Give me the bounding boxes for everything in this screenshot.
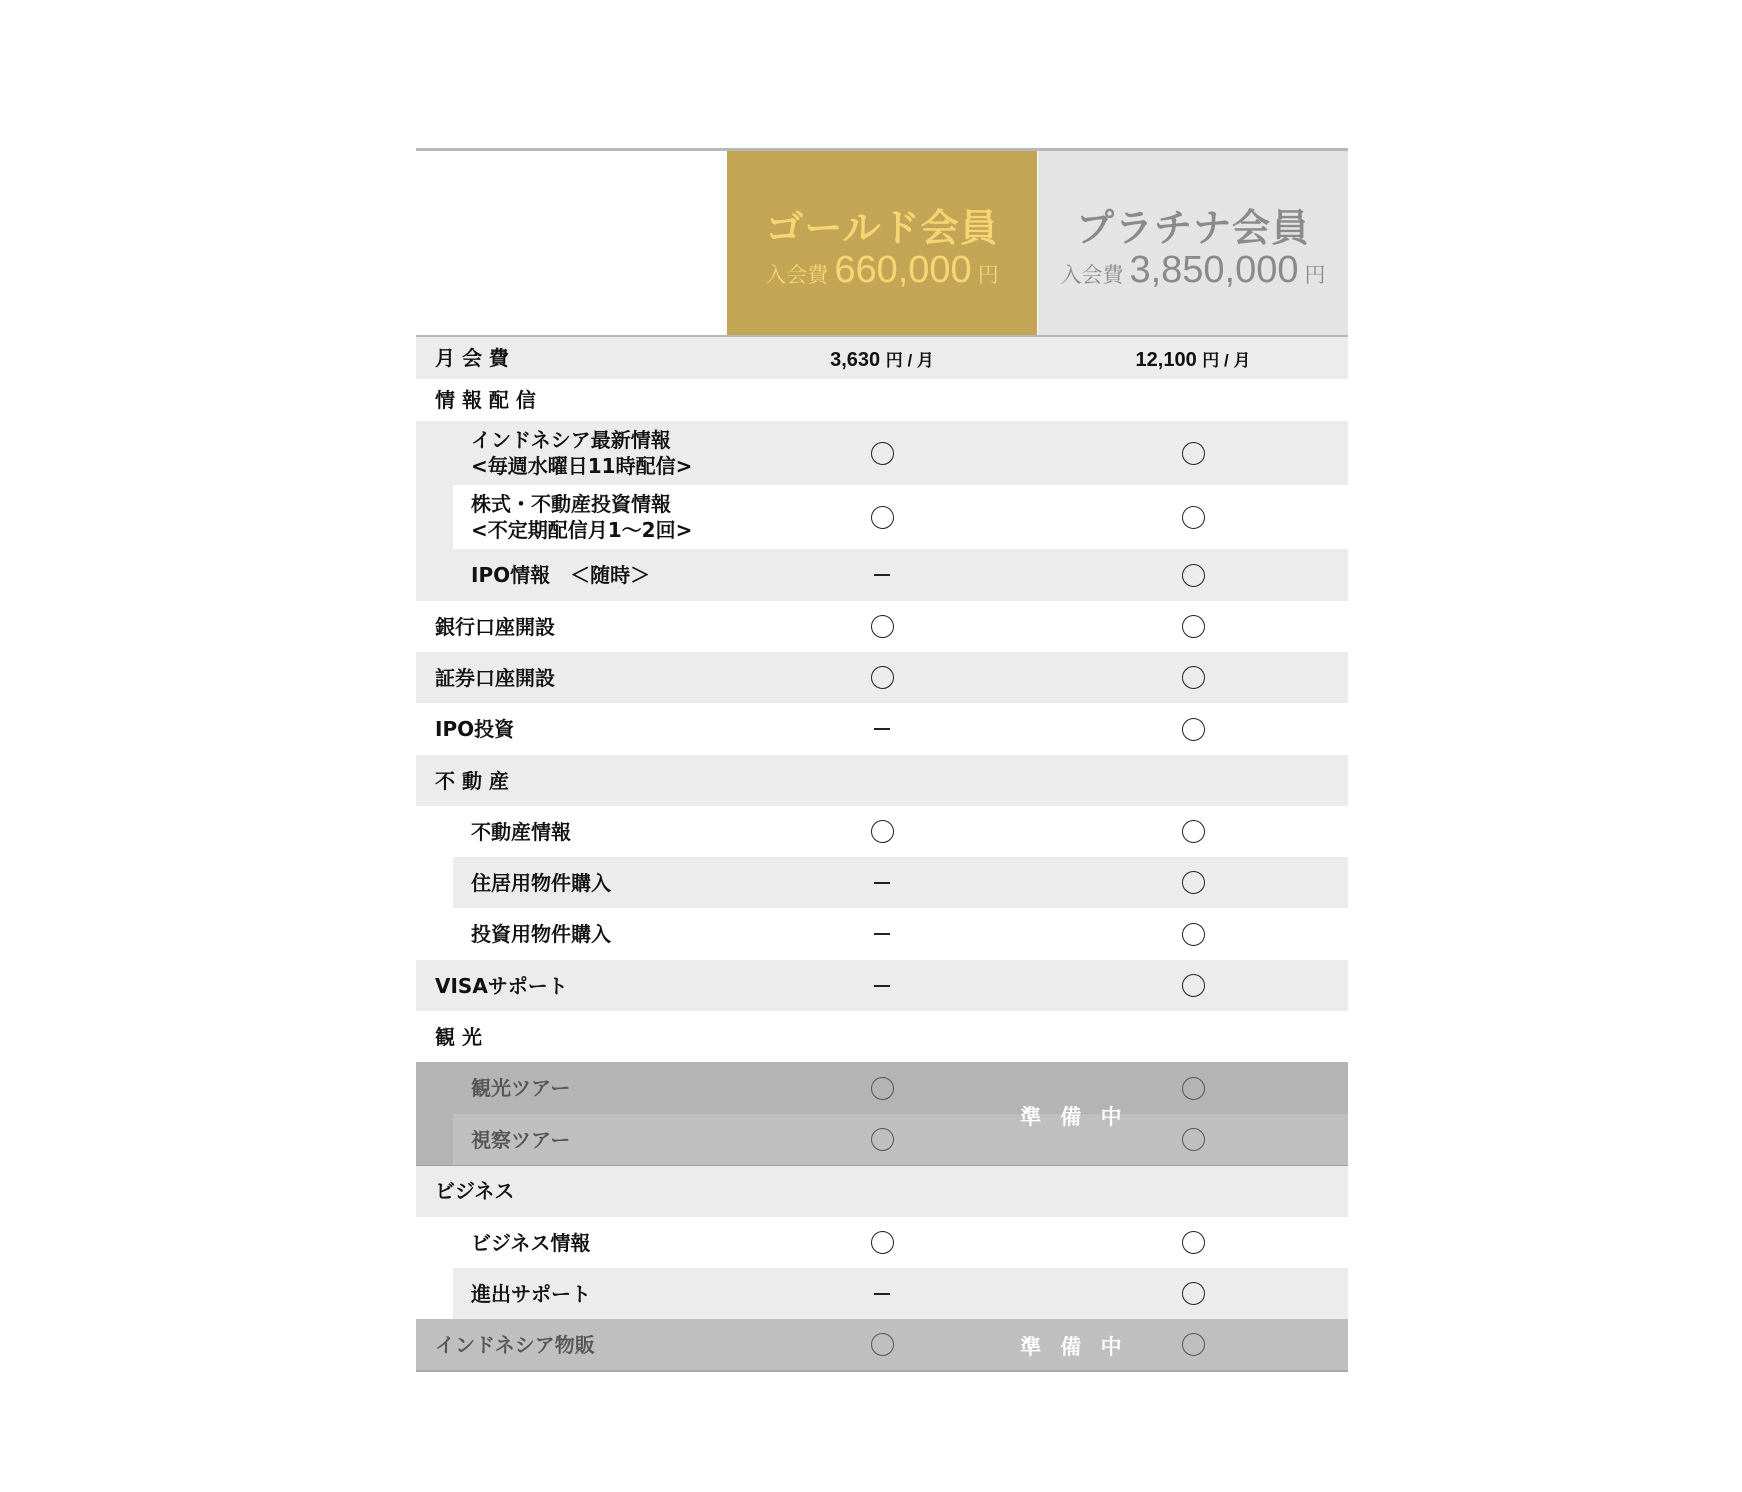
row-label: 視察ツアー [471, 1127, 571, 1152]
tourism-group-border [416, 1165, 1348, 1166]
row-tourism [416, 1011, 1348, 1062]
row-label: 観光ツアー [471, 1076, 571, 1100]
row-indonesia-retail [416, 1319, 1348, 1370]
platinum-plan-header [1038, 151, 1348, 335]
gold-cell [727, 882, 1037, 884]
platinum-fee-label: 入会費 [1060, 263, 1124, 287]
row-label: 進出サポート [471, 1281, 591, 1306]
row-expansion-support [416, 1268, 1348, 1319]
gold-circle-icon [871, 1128, 894, 1151]
gold-circle-icon [871, 820, 894, 843]
platinum-cell [1038, 820, 1348, 843]
row-info-delivery [416, 379, 1348, 421]
gold-plan-header [727, 151, 1037, 335]
gold-cell [727, 1231, 1037, 1254]
table-header [416, 151, 1348, 335]
row-label: インドネシア物販 [435, 1332, 595, 1357]
platinum-circle-icon [1182, 666, 1205, 689]
gold-monthly-unit: 円 / 月 [885, 351, 934, 370]
row-real-estate [416, 755, 1348, 806]
row-label: IPO情報 ＜随時＞ [471, 563, 651, 587]
platinum-circle-icon [1182, 871, 1205, 894]
platinum-circle-icon [1182, 442, 1205, 465]
row-ipo-info [416, 549, 1348, 601]
gold-fee-amount: 660,000 [834, 249, 972, 291]
row-label: 不動産情報 [471, 819, 571, 844]
tourism-preparing-label: 準 備 中 [1020, 1105, 1128, 1129]
row-securities-account [416, 652, 1348, 703]
row-monthly-fee [416, 337, 1348, 379]
platinum-circle-icon [1182, 1282, 1205, 1305]
gold-cell [727, 442, 1037, 465]
gold-dash-icon [874, 882, 890, 884]
row-label: IPO投資 [435, 717, 515, 741]
platinum-cell [1038, 923, 1348, 946]
row-label: 不 動 産 [435, 768, 509, 793]
gold-entry-fee [727, 249, 1037, 292]
gold-cell [727, 615, 1037, 638]
platinum-circle-icon [1182, 923, 1205, 946]
indent-strip [416, 1217, 453, 1268]
gold-cell [727, 346, 1037, 372]
gold-cell [727, 820, 1037, 843]
platinum-cell [1038, 615, 1348, 638]
gold-fee-label: 入会費 [765, 263, 829, 287]
row-real-estate-info [416, 806, 1348, 857]
platinum-circle-icon [1182, 1333, 1205, 1356]
gold-dash-icon [874, 933, 890, 935]
row-inspection-tour [416, 1114, 1348, 1165]
platinum-entry-fee [1038, 249, 1348, 292]
indent-strip [416, 1114, 453, 1165]
platinum-cell [1038, 506, 1348, 529]
row-label: 月 会 費 [435, 346, 509, 370]
row-label: 観 光 [435, 1024, 482, 1049]
platinum-plan-name: プラチナ会員 [1075, 206, 1310, 250]
platinum-cell [1038, 346, 1348, 372]
platinum-cell [1038, 1128, 1348, 1151]
gold-dash-icon [874, 728, 890, 730]
row-ipo-investment [416, 703, 1348, 755]
row-label: 投資用物件購入 [471, 922, 611, 946]
platinum-cell [1038, 871, 1348, 894]
gold-cell [727, 1293, 1037, 1295]
platinum-fee-amount: 3,850,000 [1129, 249, 1299, 291]
gold-circle-icon [871, 615, 894, 638]
row-sightseeing-tour [416, 1062, 1348, 1114]
gold-cell [727, 1333, 1037, 1356]
gold-dash-icon [874, 1293, 890, 1295]
gold-cell [727, 506, 1037, 529]
gold-cell [727, 1128, 1037, 1151]
row-label: 証券口座開設 [435, 665, 555, 690]
gold-fee-unit: 円 [977, 263, 999, 287]
gold-circle-icon [871, 506, 894, 529]
gold-dash-icon [874, 985, 890, 987]
platinum-cell [1038, 718, 1348, 741]
platinum-circle-icon [1182, 820, 1205, 843]
row-label: 住居用物件購入 [471, 870, 611, 895]
gold-cell [727, 728, 1037, 730]
platinum-circle-icon [1182, 564, 1205, 587]
gold-cell [727, 666, 1037, 689]
row-background [416, 1165, 1348, 1217]
row-label: 株式・不動産投資情報 <不定期配信月1〜2回> [471, 492, 693, 542]
gold-dash-icon [874, 574, 890, 576]
gold-circle-icon [871, 1231, 894, 1254]
platinum-cell [1038, 666, 1348, 689]
row-background [416, 755, 1348, 806]
platinum-monthly-amount: 12,100 [1135, 349, 1197, 371]
platinum-cell [1038, 1231, 1348, 1254]
row-business [416, 1165, 1348, 1217]
gold-monthly-amount: 3,630 [830, 349, 881, 371]
row-label: VISAサポート [435, 973, 568, 998]
platinum-cell [1038, 1077, 1348, 1100]
platinum-circle-icon [1182, 1128, 1205, 1151]
gold-cell [727, 933, 1037, 935]
row-label: 銀行口座開設 [435, 614, 555, 639]
indent-strip [416, 806, 453, 857]
row-indonesia-news [416, 421, 1348, 485]
row-bank-account [416, 601, 1348, 652]
platinum-circle-icon [1182, 974, 1205, 997]
platinum-circle-icon [1182, 615, 1205, 638]
platinum-circle-icon [1182, 718, 1205, 741]
indent-strip [416, 485, 453, 549]
row-label: 情 報 配 信 [435, 388, 536, 412]
row-business-info [416, 1217, 1348, 1268]
row-label: ビジネス [435, 1179, 515, 1203]
row-stock-realestate-info [416, 485, 1348, 549]
gold-plan-name: ゴールド会員 [765, 206, 999, 250]
platinum-cell [1038, 1282, 1348, 1305]
platinum-circle-icon [1182, 1231, 1205, 1254]
gold-cell [727, 1077, 1037, 1100]
gold-circle-icon [871, 1077, 894, 1100]
platinum-monthly-unit: 円 / 月 [1202, 351, 1251, 370]
gold-circle-icon [871, 442, 894, 465]
gold-cell [727, 574, 1037, 576]
row-residential-purchase [416, 857, 1348, 908]
table-bottom-border [416, 1370, 1348, 1372]
gold-circle-icon [871, 1333, 894, 1356]
platinum-circle-icon [1182, 506, 1205, 529]
platinum-cell [1038, 564, 1348, 587]
row-label: インドネシア最新情報 <毎週水曜日11時配信> [471, 428, 693, 478]
indent-strip [416, 908, 453, 960]
row-label: ビジネス情報 [471, 1230, 591, 1255]
gold-circle-icon [871, 666, 894, 689]
platinum-circle-icon [1182, 1077, 1205, 1100]
platinum-cell [1038, 442, 1348, 465]
platinum-fee-unit: 円 [1304, 263, 1326, 287]
row-visa-support [416, 960, 1348, 1011]
gold-cell [727, 985, 1037, 987]
row-investment-purchase [416, 908, 1348, 960]
retail-preparing-label: 準 備 中 [1020, 1335, 1128, 1359]
platinum-cell [1038, 974, 1348, 997]
